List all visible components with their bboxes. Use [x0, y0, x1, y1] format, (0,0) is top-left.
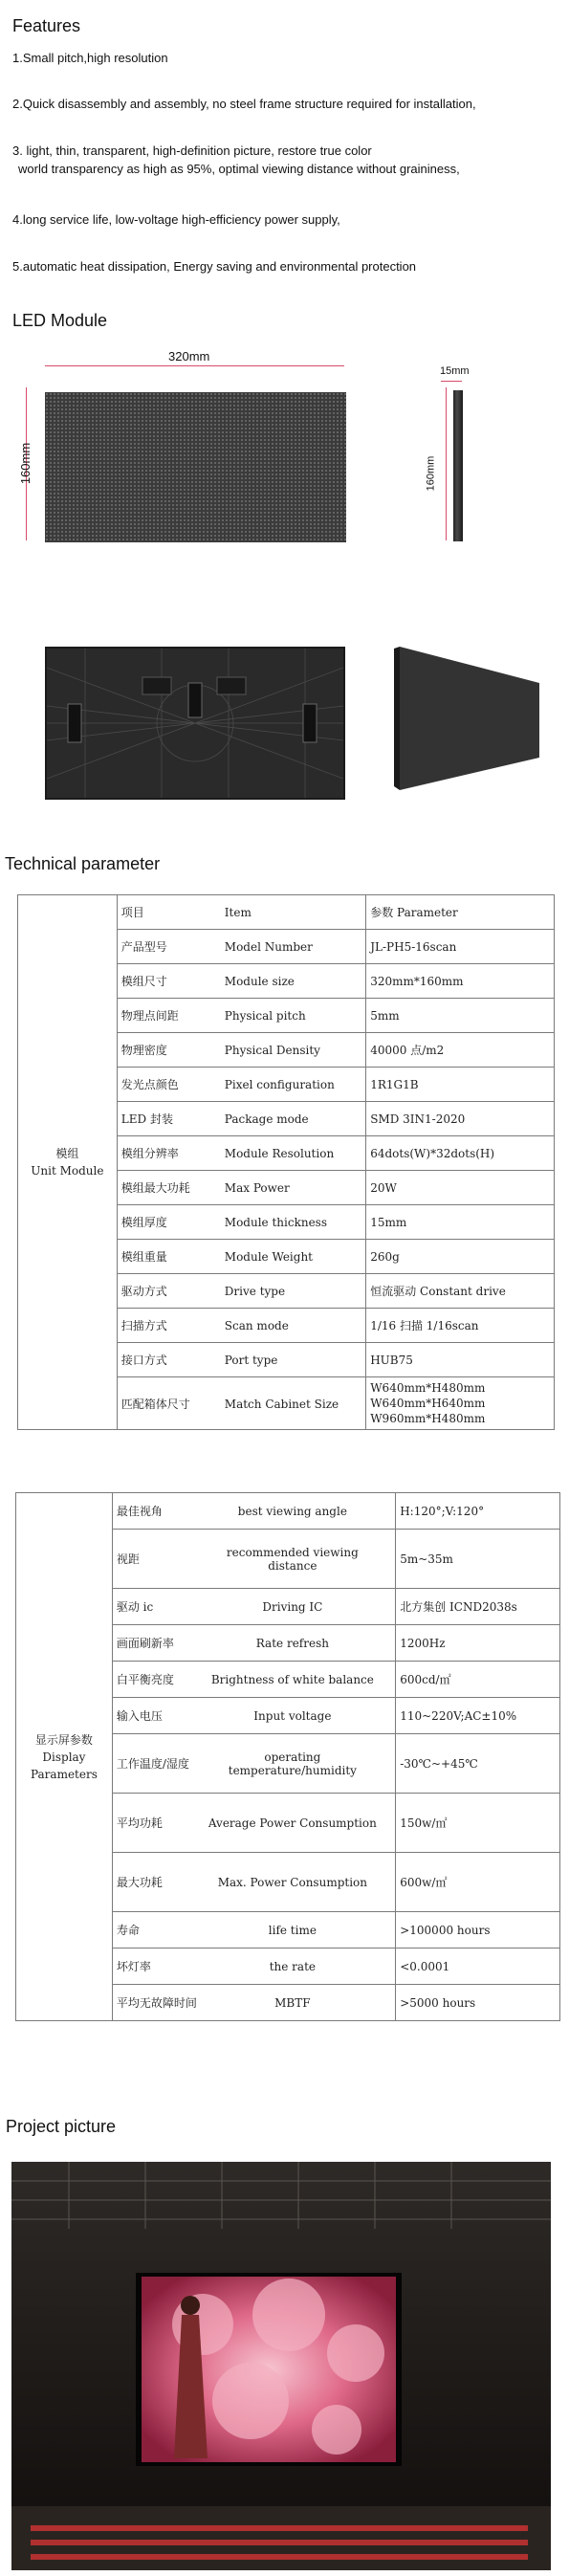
value-cell: 北方集创 ICND2038s	[396, 1589, 560, 1625]
value-cell: SMD 3IN1-2020	[366, 1102, 555, 1136]
item-cell	[117, 1102, 365, 1136]
item-cn-label: LED 封装	[120, 1112, 173, 1126]
item-cn-label: 项目	[120, 906, 144, 919]
item-cn-label: 平均功耗	[116, 1816, 163, 1830]
value-cell: 110~220V;AC±10%	[396, 1698, 560, 1734]
width-dimension-label: 320mm	[168, 349, 210, 363]
item-cn-label: 模组最大功耗	[120, 1181, 190, 1195]
item-cell	[112, 1912, 395, 1949]
value-cell: 恒流驱动 Constant drive	[366, 1274, 555, 1309]
item-cell	[117, 1033, 365, 1068]
item-en-label: Port type	[224, 1354, 278, 1367]
item-cell	[112, 1985, 395, 2021]
item-cn-label: 接口方式	[120, 1354, 167, 1367]
item-cell	[117, 930, 365, 964]
item-cn-label: 模组尺寸	[120, 975, 167, 988]
item-cn-label: 物理密度	[120, 1044, 167, 1057]
item-en-label: Model Number	[224, 940, 313, 954]
item-cn-label: 产品型号	[120, 940, 167, 954]
side-height-dimension-label: 160mm	[425, 455, 437, 492]
item-cell	[112, 1625, 395, 1662]
feature-item-5: 5.automatic heat dissipation, Energy saving and environmental protection	[12, 259, 417, 274]
item-en-label: Max Power	[224, 1181, 290, 1195]
value-cell: >5000 hours	[396, 1985, 560, 2021]
value-cell: H:120°;V:120°	[396, 1493, 560, 1530]
item-cn-label: 物理点间距	[120, 1009, 179, 1023]
value-cell: -30℃~+45℃	[396, 1734, 560, 1794]
item-cn-label: 模组重量	[120, 1250, 167, 1264]
item-cn-label: 扫描方式	[120, 1319, 167, 1332]
value-cell: 5m~35m	[396, 1530, 560, 1589]
thickness-dimension-label: 15mm	[440, 365, 470, 377]
value-cell: 5mm	[366, 999, 555, 1033]
item-cn-label: 发光点颜色	[120, 1078, 179, 1091]
item-en-label: Max. Power Consumption	[217, 1875, 367, 1889]
item-en-label: Module size	[224, 975, 295, 988]
item-cn-label: 寿命	[116, 1924, 140, 1937]
value-cell: 600w/㎡	[396, 1853, 560, 1912]
led-module-back-image	[45, 647, 345, 800]
led-module-perspective-image	[394, 647, 541, 790]
value-cell: 1/16 扫描 1/16scan	[366, 1309, 555, 1343]
item-cell	[117, 1377, 365, 1430]
item-en-label: Match Cabinet Size	[224, 1397, 339, 1411]
item-cell	[117, 964, 365, 999]
item-cn-label: 模组厚度	[120, 1216, 167, 1229]
value-cell: W640mm*H480mm W640mm*H640mm W960mm*H480mm	[366, 1377, 555, 1430]
item-cn-label: 坏灯率	[116, 1960, 151, 1973]
item-cell	[117, 1205, 365, 1240]
feature-item-4: 4.long service life, low-voltage high-efficiency power supply,	[12, 212, 340, 227]
item-cn-label: 驱动 ic	[116, 1600, 154, 1614]
item-en-label: Package mode	[224, 1112, 309, 1126]
item-cn-label: 模组分辨率	[120, 1147, 179, 1160]
item-en-label: Physical Density	[224, 1044, 320, 1057]
feature-item-2: 2.Quick disassembly and assembly, no steel frame structure required for installation,	[12, 97, 476, 111]
led-module-heading: LED Module	[12, 311, 108, 330]
table-row	[16, 1493, 560, 1530]
item-en-label: recommended viewing distance	[226, 1545, 359, 1573]
value-cell: 260g	[366, 1240, 555, 1274]
item-cell	[117, 1068, 365, 1102]
item-cell	[112, 1530, 395, 1589]
item-en-label: Input voltage	[253, 1708, 332, 1723]
item-cell	[117, 1136, 365, 1171]
feature-item-3-cont: world transparency as high as 95%, optimal viewing distance without graininess,	[18, 162, 460, 176]
item-en-label: life time	[268, 1923, 317, 1937]
item-cell	[112, 1589, 395, 1625]
width-dimension-line	[45, 365, 344, 366]
item-cn-label: 白平衡亮度	[116, 1673, 174, 1686]
item-cn-label: 平均无故障时间	[116, 1996, 197, 2010]
item-en-label: Drive type	[224, 1285, 286, 1298]
item-en-label: best viewing angle	[237, 1504, 347, 1518]
item-en-label: Module Weight	[224, 1250, 313, 1264]
project-photo	[11, 2162, 551, 2570]
value-cell: 1200Hz	[396, 1625, 560, 1662]
technical-parameter-heading: Technical parameter	[5, 854, 161, 873]
height-dimension-label: 160mm	[18, 442, 33, 485]
thickness-dimension-line	[441, 381, 462, 382]
project-picture-heading: Project picture	[6, 2117, 117, 2136]
value-cell: 150w/㎡	[396, 1794, 560, 1853]
led-module-front-image	[45, 392, 346, 542]
side-height-dimension-line	[446, 387, 447, 540]
item-cn-label: 画面刷新率	[116, 1637, 174, 1650]
item-cell	[117, 1240, 365, 1274]
item-en-label: Module thickness	[224, 1216, 327, 1229]
item-cell	[117, 1343, 365, 1377]
category-cell: 显示屏参数 Display Parameters	[16, 1493, 113, 2021]
value-cell: 20W	[366, 1171, 555, 1205]
item-cell	[112, 1698, 395, 1734]
item-cell	[117, 895, 365, 930]
item-cell	[112, 1662, 395, 1698]
value-cell: 15mm	[366, 1205, 555, 1240]
item-cn-label: 驱动方式	[120, 1285, 167, 1298]
item-cell	[112, 1734, 395, 1794]
item-cn-label: 工作温度/湿度	[116, 1757, 189, 1771]
item-en-label: operating temperature/humidity	[228, 1750, 357, 1777]
item-cell	[112, 1949, 395, 1985]
value-cell: 40000 点/m2	[366, 1033, 555, 1068]
unit-module-table	[17, 894, 555, 1430]
item-en-label: Rate refresh	[255, 1636, 329, 1650]
item-en-label: Physical pitch	[224, 1009, 306, 1023]
item-en-label: Average Power Consumption	[208, 1816, 377, 1830]
item-en-label: Module Resolution	[224, 1147, 335, 1160]
value-cell: <0.0001	[396, 1949, 560, 1985]
item-en-label: Item	[224, 906, 252, 919]
value-cell: >100000 hours	[396, 1912, 560, 1949]
display-parameters-table	[15, 1492, 560, 2021]
item-en-label: Driving IC	[262, 1599, 323, 1614]
item-cn-label: 最大功耗	[116, 1876, 163, 1889]
item-cell	[112, 1853, 395, 1912]
value-cell: JL-PH5-16scan	[366, 930, 555, 964]
item-en-label: Pixel configuration	[224, 1078, 335, 1091]
item-en-label: Scan mode	[224, 1319, 289, 1332]
item-cell	[112, 1794, 395, 1853]
feature-item-1: 1.Small pitch,high resolution	[12, 51, 168, 65]
feature-item-3: 3. light, thin, transparent, high-definition picture, restore true color	[12, 143, 372, 158]
item-en-label: Brightness of white balance	[210, 1672, 374, 1686]
item-cell	[117, 1309, 365, 1343]
item-cn-label: 匹配箱体尺寸	[120, 1397, 190, 1411]
value-cell: 64dots(W)*32dots(H)	[366, 1136, 555, 1171]
features-heading: Features	[12, 16, 81, 35]
item-cn-label: 视距	[116, 1552, 140, 1566]
value-cell: HUB75	[366, 1343, 555, 1377]
item-cell	[117, 1171, 365, 1205]
item-en-label: MBTF	[274, 1995, 311, 2010]
value-cell: 320mm*160mm	[366, 964, 555, 999]
item-cell	[117, 999, 365, 1033]
value-cell: 参数 Parameter	[366, 895, 555, 930]
value-cell: 1R1G1B	[366, 1068, 555, 1102]
item-cell	[112, 1493, 395, 1530]
item-cn-label: 最佳视角	[116, 1505, 163, 1518]
table-row	[18, 895, 555, 930]
category-cell: 模组 Unit Module	[18, 895, 118, 1430]
value-cell: 600cd/㎡	[396, 1662, 560, 1698]
item-en-label: the rate	[269, 1959, 316, 1973]
item-cn-label: 输入电压	[116, 1709, 163, 1723]
led-module-side-image	[453, 390, 463, 541]
item-cell	[117, 1274, 365, 1309]
